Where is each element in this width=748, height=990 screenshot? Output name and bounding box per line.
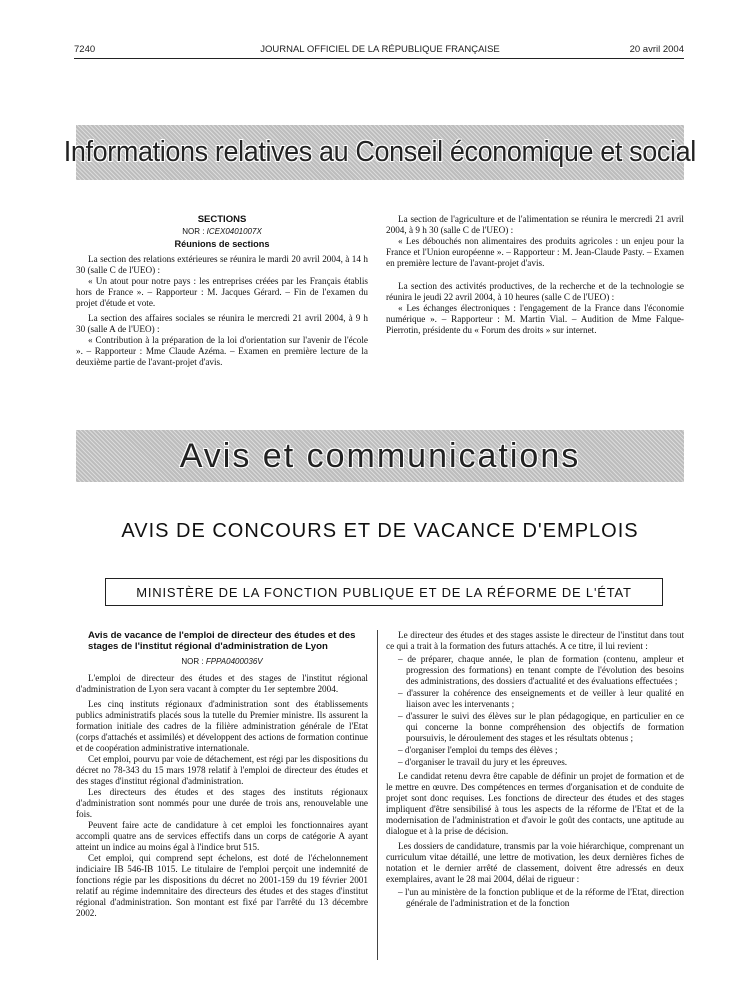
session-intro: La section des activités productives, de la recherche et de la technologie se réunira le jeudi 22 avril 2004, à 10 heures (salle C de l'UEO) : [386,281,684,302]
list-item: – d'assurer le suivi des élèves sur le plan pédagogique, en particulier en ce qui concerne la bonne compréhension des objectifs de formation poursuivis, le déroulement des stages et les résultats obtenus ; [398,711,684,743]
session-intro: La section des affaires sociales se réunira le mercredi 21 avril 2004, à 9 h 30 (salle A de l'UEO) : [76,313,368,334]
avis-paragraph: Les directeurs des études et des stages des instituts régionaux d'administration sont nommés pour une durée de trois ans, renouvelable une fois. [76,787,368,819]
avis-paragraph: Cet emploi, qui comprend sept échelons, est doté de l'échelonnement indiciaire IB 546-IB 1015. Le titulaire de l'emploi perçoit une indemnité de fonctions régie par les dispositions du décret no 2001-159 du 19 février 2001 relatif au régime indemnitaire des directeurs des études et des stages d'institut régional d'administration. Son montant est fixé par l'arrêté du 13 décembre 2002. [76,853,368,918]
ministere-title: MINISTÈRE DE LA FONCTION PUBLIQUE ET DE LA RÉFORME DE L'ÉTAT [136,584,632,600]
avis-paragraph: Les dossiers de candidature, transmis par la voie hiérarchique, comprenant un curriculum vitae détaillé, une lettre de motivation, les deux dernières fiches de notation et le dernier arrêté de classement, doivent être adressés en deux exemplaires, avant le 28 mai 2004, délai de rigueur : [386,841,684,884]
journal-title: JOURNAL OFFICIEL DE LA RÉPUBLIQUE FRANÇAISE [260,44,500,55]
avis-nor-line: NOR : FPPA0400036V [181,657,263,666]
page-number: 7240 [74,44,96,55]
ministere-box [105,578,663,606]
issue-date: 20 avril 2004 [629,44,684,55]
sections-heading: SECTIONS [197,214,247,225]
avis-paragraph: Le candidat retenu devra être capable de définir un projet de formation et de le mettre en œuvre. Des compétences en termes d'organisation et de conduite de projet sont donc requises. Les fonctions de directeur des études et des stages impliquent d'être sensibilisé à tous les aspects de la réforme de l'Etat et de la modernisation de l'administration et d'avoir le goût des contacts, une aptitude au dialogue et à la prise de décision. [386,771,684,836]
avis-nor-code: FPPA0400036V [205,657,263,666]
header-rule [74,58,684,59]
nor-line: NOR : ICEX0401007X [182,227,262,236]
sections-right-column [386,214,684,336]
list-item: – l'un au ministère de la fonction publique et de la réforme de l'Etat, direction générale de l'administration et de la fonction [398,887,684,908]
session-body: « Un atout pour notre pays : les entreprises créées par les Français établis hors de France ». – Rapporteur : M. Jacques Gérard. – Fin de l'examen du projet d'étude et vote. [76,276,368,308]
session-body: « Les échanges électroniques : l'engagement de la France dans l'économie numérique ». – Rapporteur : M. Martin Vial. – Audition de Mme Falque-Pierrotin, présidente du « Forum des droits » sur internet. [386,303,684,335]
banner-ces-title: Informations relatives au Conseil économique et social [63,136,697,168]
section-banner-avis [76,430,684,482]
column-divider [377,630,378,960]
avis-title: Avis de vacance de l'emploi de directeur des études et des stages de l'institut régional d'administration de Lyon [88,630,356,652]
list-item: – d'organiser l'emploi du temps des élèves ; [398,745,558,755]
duties-list [398,654,684,768]
list-item: – de préparer, chaque année, le plan de formation (contenu, ampleur et progression des formations) en tenant compte de l'évolution des besoins des administrations, des dossiers d'actualité et des évaluations effectuées ; [398,654,684,686]
session-intro: La section de l'agriculture et de l'alimentation se réunira le mercredi 21 avril 2004, à 9 h 30 (salle C de l'UEO) : [386,214,684,235]
recipients-list [398,887,684,909]
avis-paragraph: L'emploi de directeur des études et des stages de l'institut régional d'administration de Lyon sera vacant à compter du 1er septembre 2004. [76,673,368,694]
reunions-subtitle: Réunions de sections [174,239,270,249]
banner-avis-title: Avis et communications [179,436,581,475]
avis-paragraph: Le directeur des études et des stages assiste le directeur de l'institut dans tout ce qui a trait à la formation des futurs attachés. A ce titre, il lui revient : [386,630,684,651]
nor-code: ICEX0401007X [206,227,262,236]
list-item: – d'assurer la cohérence des enseignements et de veiller à leur qualité en liaison avec les intervenants ; [398,688,684,709]
avis-paragraph: Les cinq instituts régionaux d'administration sont des établissements publics administratifs placés sous la tutelle du Premier ministre. Ils assurent la formation initiale des cadres de la filière administration générale de l'Etat (corps d'attachés et assimilés) et développent des actions de formation continue et de coopération administrative internationale. [76,699,368,753]
concours-heading: AVIS DE CONCOURS ET DE VACANCE D'EMPLOIS [121,520,639,542]
session-intro: La section des relations extérieures se réunira le mardi 20 avril 2004, à 14 h 30 (salle C de l'UEO) : [76,254,368,275]
sections-left-column [76,214,368,368]
session-body: « Contribution à la préparation de la loi d'orientation sur l'avenir de l'école ». – Rapporteur : Mme Claude Azéma. – Examen en première lecture de la deuxième partie de l'avant-projet d'avis. [76,335,368,367]
section-banner-ces [63,125,697,180]
list-item: – d'organiser le travail du jury et les épreuves. [398,757,568,767]
avis-paragraph: Cet emploi, pourvu par voie de détachement, est régi par les dispositions du décret no 78-343 du 15 mars 1978 relatif à l'emploi de directeur des études et des stages d'institut régional d'administration. [76,754,368,786]
session-body: « Les débouchés non alimentaires des produits agricoles : un enjeu pour la France et l'Union européenne ». – Rapporteur : M. Jean-Claude Pasty. – Examen en première lecture de l'avant-projet d'avis. [386,236,684,268]
avis-right-column [386,630,684,912]
avis-left-column [76,630,368,919]
avis-paragraph: Peuvent faire acte de candidature à cet emploi les fonctionnaires ayant accompli quatre ans de services effectifs dans un corps de catégorie A ayant atteint un indice au moins égal à l'indice brut 515. [76,820,368,852]
